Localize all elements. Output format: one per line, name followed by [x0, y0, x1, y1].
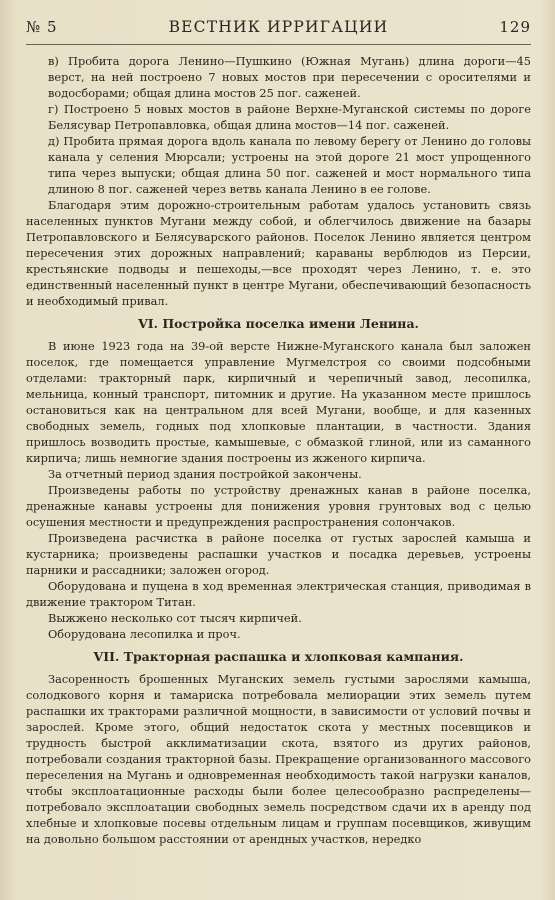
paragraph-buildings-completed: За отчетный период здания постройкой закончены.	[48, 467, 362, 481]
paragraph-power-station: Оборудована и пущена в ход временная электрическая станция, приводимая в движение трактором Титан.	[26, 579, 531, 609]
page-header	[26, 18, 531, 45]
paragraph-bricks: Выжжено несколько сот тысяч кирпичей.	[48, 611, 302, 625]
section-heading-7: VII. Тракторная распашка и хлопковая кампания.	[93, 649, 464, 664]
paragraph-road-d: д) Пробита прямая дорога вдоль канала по левому берегу от Ленино до головы канала у селения Мюрсали; устроены на этой дороге 21 мост упрощенного типа через выпуски; общая длина 50 пог. саженей и мост нормального типа длиною 8 пог. саженей через ветвь канала Ленино в ее голове.	[48, 134, 531, 196]
page-number: 129	[499, 18, 531, 36]
paragraph-road-v: в) Пробита дорога Ленино—Пушкино (Южная Мугань) длина дороги—45 верст, на ней построено 7 новых мостов при пересечении с оросителями и водосборами; общая длина мостов 25 пог. саженей.	[48, 54, 531, 100]
paragraph-sawmill: Оборудована лесопилка и проч.	[48, 627, 241, 641]
section-heading-6: VI. Постройка поселка имени Ленина.	[138, 316, 419, 331]
paragraph-drainage: Произведены работы по устройству дренажных канав в районе поселка, дренажные канавы устроены для понижения уровня грунтовых вод с целью осушения местности и предупреждения распространения солончаков.	[26, 483, 531, 529]
journal-title: ВЕСТНИК ИРРИГАЦИИ	[168, 18, 389, 36]
issue-number: № 5	[26, 18, 58, 36]
paragraph-clearing: Произведена расчистка в районе поселка от густых зарослей камыша и кустарника; произведены распашки участков и посадка деревьев, устроены парники и рассадники; заложен огород.	[26, 531, 531, 577]
paragraph-road-summary: Благодаря этим дорожно-строительным работам удалось установить связь населенных пунктов Мугани между собой, и облегчилось движение на базары Петропавловского и Белясуварского районов. Поселок Ленино является центром пересечения этих дорожных направлений; караваны верблюдов из Персии, крестьянские подводы и пешеходы,—все проходят через Ленино, т. е. это единственный населенный пункт в центре Мугани, обеспечивающий безопасность и необходимый привал.	[26, 198, 531, 308]
paragraph-tractor-plowing: Засоренность брошенных Муганских земель густыми зарослями камыша, солодкового корня и тамариска потребовала мелиорации этих земель путем распашки их тракторами различной мощности, в зависимости от условий почвы и зарослей. Кроме этого, общий недостаток скота у местных посевщиков и трудность быстрой акклиматизации скота, взятого из других районов, потребовали создания тракторной базы. Прекращение организованного массового переселения на Мугань и одновременная необходимость такой нагрузки каналов, чтобы эксплоатационные расходы были более целесообразно распределены—потребовало эксплоатации свободных земель посредством сдачи их в аренду под хлебные и хлопковые посевы отдельным лицам и группам посевщиков, живущим на довольно большом расстоянии от арендных участков, нередко	[26, 672, 531, 846]
paragraph-settlement-founding: В июне 1923 года на 39-ой версте Нижне-Муганского канала был заложен поселок, где помещается управление Мугмелстроя со своими подсобными отделами: тракторный парк, кирпичный и черепичный завод, лесопилка, мельница, конный транспорт, питомник и другие. На указанном месте пришлось остановиться как на центральном для всей Мугани, вообще, и для казенных свободных земель, годных под хлопковые плантации, в частности. Здания пришлось возводить простые, камышевые, с обмазкой глиной, или из саманного кирпича; лишь немногие здания построены из жженого кирпича.	[26, 339, 531, 465]
paragraph-road-g: г) Построено 5 новых мостов в районе Верхне-Муганской системы по дороге Белясувар Петропавловка, общая длина мостов—14 пог. саженей.	[48, 102, 531, 132]
